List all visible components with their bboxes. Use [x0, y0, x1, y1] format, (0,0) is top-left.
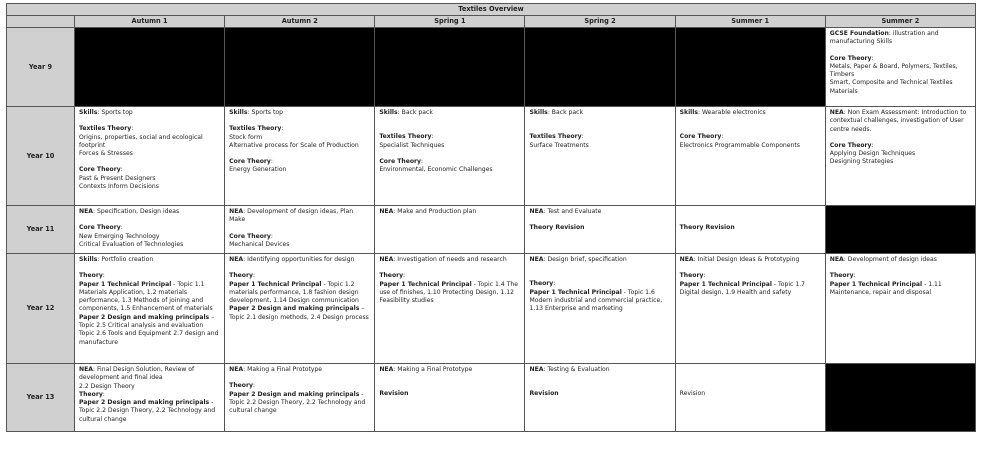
cell-line [379, 133, 520, 141]
cell-line [830, 142, 971, 150]
cell-summer-1 [675, 254, 825, 364]
cell-line-heading: NEA [529, 256, 544, 263]
cell-line [680, 216, 821, 224]
cell-line-text: 2.2 Design Theory [79, 382, 135, 390]
cell-line-text: Mechanical Devices [229, 240, 290, 248]
cell-line-heading: Skills [529, 109, 548, 116]
cell-spring-2 [525, 364, 675, 432]
blocked-cell-spring-2 [525, 28, 675, 107]
cell-line-text: : Portfolio creation [97, 256, 154, 263]
row-header-year: Year 13 [7, 364, 75, 432]
cell-line [830, 150, 971, 158]
blocked-cell-autumn-2 [225, 28, 375, 107]
cell-summer-1 [675, 206, 825, 254]
cell-line-heading: Theory [229, 382, 253, 390]
cell-line [79, 314, 220, 347]
cell-spring-1 [375, 107, 525, 206]
cell-line [379, 366, 520, 374]
cell-line-text: Critical Evaluation of Technologies [79, 240, 184, 248]
cell-line-text: : [721, 133, 724, 141]
cell-line [229, 233, 370, 241]
cell-line [229, 208, 370, 225]
cell-line [680, 264, 821, 272]
cell-line [379, 109, 520, 117]
cell-line-text: : [120, 166, 123, 174]
cell-line [79, 166, 220, 174]
cell-line [680, 281, 821, 298]
cell-line-heading: Skills [229, 109, 248, 116]
cell-line [229, 264, 370, 272]
cell-line [229, 241, 370, 249]
cell-line [529, 374, 670, 382]
cell-line-text: : [270, 158, 273, 166]
cell-line-text: : Make and Production plan [393, 208, 477, 215]
blocked-cell-summer-1 [675, 28, 825, 107]
table-row [7, 28, 976, 107]
cell-line [79, 175, 220, 183]
cell-line-heading: NEA [529, 366, 544, 373]
cell-line-text: : [131, 125, 134, 133]
cell-line-text: : [581, 133, 584, 141]
cell-line-heading: Core Theory [79, 166, 121, 174]
cell-line-heading: NEA [829, 256, 844, 263]
cell-line-text: Stock form [229, 133, 263, 141]
cell-line [229, 272, 370, 280]
cell-autumn-2 [225, 254, 375, 364]
cell-line [529, 224, 670, 232]
cell-line-heading: Revision [529, 390, 559, 398]
row-header-year: Year 10 [7, 107, 75, 206]
blocked-cell-autumn-1 [75, 28, 225, 107]
cell-line-text: - Topic 2.2 Design Theory, 2.2 Technology and cultural change [229, 390, 366, 415]
cell-line-heading: Core Theory [379, 157, 422, 165]
cell-line-text: : Wearable electronics [697, 109, 766, 116]
cell-line [229, 142, 370, 150]
cell-line-heading: Theory [529, 280, 554, 288]
cell-line [830, 109, 971, 134]
cell-line [229, 125, 370, 133]
cell-line-text: Environmental, Economic Challenges [379, 166, 493, 174]
cell-line-text: Smart, Composite and Technical Textiles Materials [829, 79, 953, 95]
table-row [7, 206, 976, 254]
cell-line [79, 366, 220, 383]
cell-line-text: Surface Treatments [529, 141, 589, 149]
cell-line [830, 281, 971, 298]
cell-line-heading: NEA [379, 366, 394, 373]
cell-line-text: - Topic 1.2 materials performance, 1.8 fashion design development, 1.14 Design communication [229, 280, 359, 305]
cell-line [229, 305, 370, 322]
blocked-cell-summer-2 [825, 364, 975, 432]
cell-line-heading: Skills [379, 109, 398, 116]
cell-line-text: : [421, 157, 424, 165]
cell-line [379, 125, 520, 133]
cell-line-heading: Skills [79, 109, 98, 116]
row-header-year: Year 12 [7, 254, 75, 364]
cell-autumn-1 [75, 107, 225, 206]
cell-summer-1 [675, 364, 825, 432]
cell-line-heading: NEA [379, 208, 394, 215]
cell-line [79, 256, 220, 264]
cell-line [79, 399, 220, 424]
cell-line [830, 158, 971, 166]
cell-line-text: : [102, 390, 105, 398]
cell-line [229, 366, 370, 374]
cell-line [529, 133, 670, 141]
cell-line [79, 383, 220, 391]
cell-line-heading: Paper 1 Technical Principal [529, 288, 622, 296]
row-header-year: Year 9 [7, 28, 75, 107]
cell-line-text: - Topic 1.6 Modern industrial and commercial practice, 1.13 Enterprise and marketing [529, 288, 663, 313]
cell-line-heading: Core Theory [229, 232, 271, 240]
textiles-overview-table [6, 3, 976, 432]
cell-line [830, 63, 971, 80]
cell-line-heading: Theory [829, 272, 854, 280]
cell-summer-1 [675, 107, 825, 206]
cell-line [379, 117, 520, 125]
cell-autumn-1 [75, 254, 225, 364]
cell-line [529, 382, 670, 390]
cell-line-heading: Theory [79, 272, 103, 280]
cell-line [379, 390, 520, 398]
cell-line [79, 216, 220, 224]
cell-line [229, 382, 370, 390]
cell-line-text: : Testing & Evaluation [543, 366, 610, 373]
cell-line-heading: Paper 1 Technical Principal [829, 280, 923, 288]
cell-line [229, 281, 370, 306]
cell-line-heading: Paper 1 Technical Principal [229, 280, 322, 288]
cell-line [830, 55, 971, 63]
cell-line [79, 150, 220, 158]
cell-line [529, 390, 670, 398]
cell-line [79, 117, 220, 125]
cell-line-text: Designing Strategies [829, 158, 894, 166]
column-header-spring-1: Spring 1 [375, 16, 525, 28]
cell-line-heading: Core Theory [229, 158, 271, 166]
cell-line-heading: Core Theory [79, 224, 121, 232]
cell-line-text: – Topic 2.5 Critical analysis and evaluation Topic 2.6 Tools and Equipment 2.7 design and manufacture [79, 313, 219, 346]
cell-line [229, 158, 370, 166]
cell-line-text: : Making a Final Prototype [393, 366, 473, 373]
cell-line [529, 216, 670, 224]
cell-line-text: - 1.11 Maintenance, repair and disposal [829, 280, 942, 296]
cell-line [680, 125, 821, 133]
cell-line-text: Revision [679, 390, 706, 397]
cell-line-heading: Theory Revision [529, 224, 585, 232]
cell-line [229, 117, 370, 125]
cell-line-heading: Textiles Theory [379, 133, 432, 141]
cell-line-text: Past & Present Designers [79, 174, 156, 182]
cell-line [830, 256, 971, 264]
cell-line [229, 256, 370, 264]
cell-line-heading: Paper 1 Technical Principal [679, 280, 772, 288]
column-header-row [7, 16, 976, 28]
cell-line [79, 158, 220, 166]
cell-line [379, 158, 520, 166]
cell-line [79, 264, 220, 272]
cell-line-text: Metals, Paper & Board, Polymers, Textiles, Timbers [829, 62, 958, 79]
column-header-autumn-2: Autumn 2 [225, 16, 375, 28]
corner-cell [7, 16, 75, 28]
table-row [7, 364, 976, 432]
cell-line [79, 272, 220, 280]
cell-line [229, 166, 370, 174]
cell-line [680, 224, 821, 232]
cell-line [379, 208, 520, 216]
column-header-spring-2: Spring 2 [525, 16, 675, 28]
cell-line-text: Specialist Techniques [379, 141, 445, 149]
cell-line [529, 256, 670, 264]
cell-line-heading: Skills [679, 109, 698, 116]
table-row [7, 107, 976, 206]
cell-spring-2 [525, 107, 675, 206]
cell-line-heading: NEA [79, 366, 93, 373]
cell-line-text: - Topic 1.1 Materials Application, 1.2 materials performance, 1.3 Methods of joining and components, 1.5 Enhancement of materials [79, 280, 213, 313]
cell-line-heading: NEA [529, 208, 544, 215]
cell-line [229, 109, 370, 117]
cell-line-text: Alternative process for Scale of Production [229, 141, 359, 149]
cell-line [229, 391, 370, 416]
cell-line [529, 289, 670, 314]
cell-line [529, 125, 670, 133]
cell-line-text: – Topic 2.1 design methods, 2.4 Design process [229, 305, 369, 321]
cell-line [680, 272, 821, 280]
cell-line [529, 366, 670, 374]
cell-line [229, 150, 370, 158]
cell-line-text: : [252, 272, 256, 280]
cell-line [79, 183, 220, 191]
cell-line [830, 134, 971, 142]
cell-line [379, 150, 520, 158]
cell-line-text: New Emerging Technology [79, 232, 160, 240]
cell-spring-1 [375, 206, 525, 254]
cell-line [529, 109, 670, 117]
cell-line [79, 125, 220, 133]
cell-line-heading: Core Theory [829, 54, 872, 62]
cell-line-text: - Topic 1.4 The use of finishes, 1.10 Protecting Design, 1.12 Feasibility studies [379, 280, 518, 305]
cell-line-heading: Textiles Theory [529, 133, 582, 141]
cell-line-text: : Back pack [397, 109, 433, 116]
cell-autumn-1 [75, 206, 225, 254]
cell-line-text: : Non Exam Assessment: Introduction to contextual challenges, investigation of User centre needs. [829, 109, 967, 133]
cell-line-text: : Final Design Solution, Review of development and final idea [79, 366, 195, 382]
cell-line-text: : Development of design ideas, Plan Make [229, 208, 354, 224]
cell-line-text: - Topic 1.7 Digital design, 1.9 Health and safety [679, 280, 806, 296]
cell-line-text: : Investigation of needs and research [393, 256, 507, 263]
cell-line-heading: Theory [229, 272, 253, 280]
cell-line-heading: Theory Revision [679, 224, 735, 231]
cell-line-text: Contexts Inform Decisions [79, 182, 159, 190]
cell-line [830, 272, 971, 280]
cell-line-heading: NEA [679, 256, 694, 263]
cell-line-text: : [120, 224, 123, 232]
cell-line [680, 256, 821, 264]
cell-line-text: : [703, 272, 706, 280]
cell-autumn-2 [225, 364, 375, 432]
cell-line [680, 208, 821, 216]
cell-line-text: : [102, 272, 105, 280]
cell-line [830, 264, 971, 272]
cell-line [379, 264, 520, 272]
cell-line-text: : [871, 141, 874, 149]
column-header-summer-1: Summer 1 [675, 16, 825, 28]
cell-line-text: : Design brief, specification [543, 256, 627, 263]
cell-line-text: : [431, 133, 434, 141]
cell-line-heading: Core Theory [679, 133, 722, 141]
cell-line [680, 133, 821, 141]
cell-line-text: : Making a Final Prototype [243, 366, 323, 373]
cell-line [379, 374, 520, 382]
cell-line-text: : Development of design ideas [843, 256, 937, 263]
cell-line [529, 117, 670, 125]
cell-line [529, 264, 670, 272]
cell-line-heading: Skills [79, 256, 98, 263]
cell-line-text: : [270, 232, 273, 240]
cell-line-text: Energy Generation [229, 166, 287, 174]
cell-summer-2 [825, 28, 975, 107]
cell-line [79, 241, 220, 249]
cell-line-heading: Paper 2 Design and making principals [229, 305, 360, 313]
cell-line-text: Origins, properties, social and ecological footprint [79, 133, 203, 149]
cell-line [680, 382, 821, 390]
table-row [7, 254, 976, 364]
cell-line [229, 225, 370, 233]
cell-spring-2 [525, 254, 675, 364]
cell-line [529, 208, 670, 216]
cell-line [79, 224, 220, 232]
cell-line-heading: NEA [79, 208, 93, 215]
cell-line [529, 272, 670, 280]
cell-line-heading: GCSE Foundation [829, 30, 889, 37]
cell-line-text: Electronics Programmable Components [679, 141, 800, 149]
cell-line-heading: Theory [79, 390, 103, 398]
cell-line-heading: Paper 2 Design and making principals [79, 399, 210, 407]
blocked-cell-summer-2 [825, 206, 975, 254]
row-header-year: Year 11 [7, 206, 75, 254]
cell-line-heading: Textiles Theory [79, 125, 132, 133]
cell-line-heading: Paper 2 Design and making principals [79, 313, 210, 321]
cell-line [529, 280, 670, 288]
cell-line-heading: Core Theory [829, 141, 872, 149]
cell-line [680, 117, 821, 125]
cell-spring-2 [525, 206, 675, 254]
cell-autumn-2 [225, 206, 375, 254]
cell-line-heading: NEA [229, 256, 244, 263]
cell-line-text: Applying Design Techniques [829, 150, 916, 158]
cell-line-text: : [403, 272, 406, 280]
cell-line-text: : Test and Evaluate [543, 208, 602, 215]
cell-line-text: Forces & Stresses [79, 150, 133, 158]
cell-line-text: : Back pack [547, 109, 584, 116]
cell-line-text: : [871, 54, 874, 62]
cell-line-heading: Textiles Theory [229, 125, 282, 133]
cell-line-text: : Specification, Design ideas [92, 208, 180, 215]
cell-line-text: : Sports top [97, 109, 133, 116]
cell-line [79, 109, 220, 117]
cell-line [680, 390, 821, 398]
cell-line-heading: Paper 2 Design and making principals [229, 390, 360, 398]
column-header-autumn-1: Autumn 1 [75, 16, 225, 28]
cell-line [79, 391, 220, 399]
cell-line-text: : [252, 382, 256, 390]
cell-line [229, 374, 370, 382]
cell-line [680, 374, 821, 382]
cell-summer-2 [825, 254, 975, 364]
cell-line [229, 134, 370, 142]
cell-line-text: : Sports top [247, 109, 283, 116]
cell-autumn-2 [225, 107, 375, 206]
cell-line-heading: Theory [679, 272, 704, 280]
cell-line-heading: Paper 1 Technical Principal [379, 280, 472, 288]
cell-line-heading: Revision [379, 390, 409, 398]
cell-spring-1 [375, 254, 525, 364]
cell-line [379, 272, 520, 280]
column-header-summer-2: Summer 2 [825, 16, 975, 28]
cell-line [379, 281, 520, 306]
cell-line-text: : [553, 280, 556, 288]
cell-line [379, 166, 520, 174]
cell-line [379, 142, 520, 150]
cell-line-heading: Theory [379, 272, 404, 280]
cell-line [830, 30, 971, 47]
cell-line-heading: Paper 1 Technical Principal [79, 280, 172, 288]
cell-line [680, 109, 821, 117]
cell-summer-2 [825, 107, 975, 206]
cell-line [680, 366, 821, 374]
cell-line [379, 256, 520, 264]
cell-line [79, 281, 220, 314]
cell-line-text: - Topic 2.2 Design Theory, 2.2 Technology and cultural change [79, 399, 216, 423]
cell-line [79, 233, 220, 241]
cell-line-heading: NEA [229, 208, 244, 215]
cell-line [680, 142, 821, 150]
cell-line-text: : [281, 125, 284, 133]
cell-line-text: : illustration and manufacturing Skills [829, 30, 939, 46]
cell-line [830, 79, 971, 96]
cell-line [529, 142, 670, 150]
cell-line-text: : Identifying opportunities for design [243, 256, 355, 263]
cell-line-text: : [853, 272, 856, 280]
cell-autumn-1 [75, 364, 225, 432]
cell-line [830, 47, 971, 55]
cell-line [79, 134, 220, 151]
cell-line-heading: NEA [379, 256, 394, 263]
cell-line-heading: NEA [829, 109, 844, 116]
cell-line-heading: NEA [229, 366, 244, 373]
cell-line [79, 208, 220, 216]
cell-line [379, 382, 520, 390]
table-title: Textiles Overview [7, 4, 976, 16]
blocked-cell-spring-1 [375, 28, 525, 107]
cell-line-text: : Initial Design Ideas & Prototyping [693, 256, 800, 263]
cell-spring-1 [375, 364, 525, 432]
